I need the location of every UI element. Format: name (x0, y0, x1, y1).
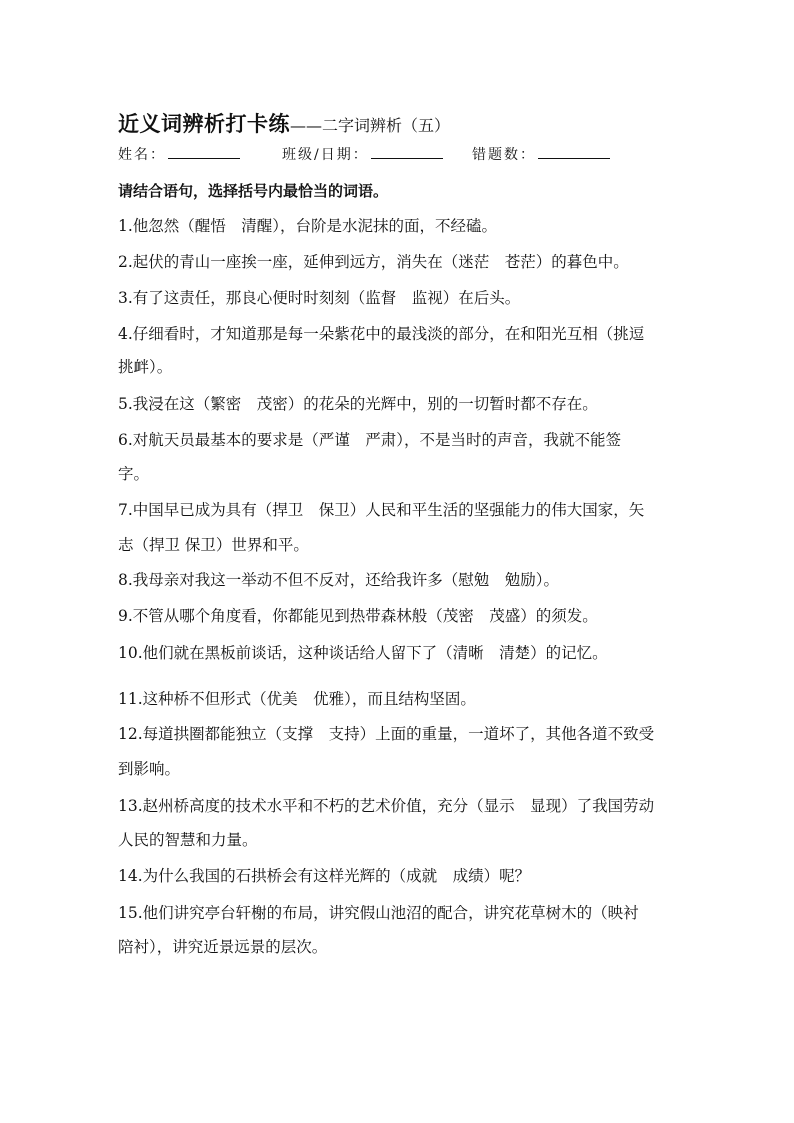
question-line: 9.不管从哪个角度看，你都能见到热带森林般（茂密 茂盛）的须发。 (118, 607, 598, 625)
errors-field (472, 144, 610, 164)
question-line: 4.仔细看时，才知道那是每一朵紫花中的最浅淡的部分，在和阳光互相（挑逗 (118, 325, 645, 343)
instruction: 请结合语句，选择括号内最恰当的词语。 (118, 182, 389, 200)
question-line: 14.为什么我国的石拱桥会有这样光辉的（成就 成绩）呢？ (118, 867, 531, 885)
errors-blank (538, 144, 610, 159)
question-line: 2.起伏的青山一座挨一座，延伸到远方，消失在（迷茫 苍茫）的暮色中。 (118, 253, 629, 271)
title-main: 近义词辨析打卡练 (118, 111, 290, 136)
class-date-label: 班级/日期： (282, 147, 369, 163)
errors-label: 错题数： (472, 147, 536, 163)
question-line-continued: 志（捍卫 保卫）世界和平。 (118, 536, 309, 554)
question-line-continued: 挑衅）。 (118, 358, 173, 376)
question-line-continued: 字。 (118, 465, 150, 483)
question-line-continued: 到影响。 (118, 760, 181, 778)
question-line: 6.对航天员最基本的要求是（严谨 严肃），不是当时的声音，我就不能签 (118, 431, 622, 449)
question-line: 8.我母亲对我这一举动不但不反对，还给我许多（慰勉 勉励）。 (118, 571, 560, 589)
question-line: 12.每道拱圈都能独立（支撑 支持）上面的重量，一道坏了，其他各道不致受 (118, 725, 655, 743)
question-line: 1.他忽然（醒悟 清醒），台阶是水泥抹的面，不经磕。 (118, 217, 498, 235)
question-line-continued: 陪衬），讲究近景远景的层次。 (118, 938, 328, 956)
question-line-continued: 人民的智慧和力量。 (118, 831, 258, 849)
title-subtitle: ——二字词辨析（五） (290, 116, 451, 135)
name-field (118, 144, 240, 164)
question-line: 10.他们就在黑板前谈话，这种谈话给人留下了（清晰 清楚）的记忆。 (118, 644, 608, 662)
class-date-field (282, 144, 443, 164)
question-line: 3.有了这责任，那良心便时时刻刻（监督 监视）在后头。 (118, 289, 521, 307)
question-line: 13.赵州桥高度的技术水平和不朽的艺术价值，充分（显示 显现）了我国劳动 (118, 797, 655, 815)
question-line: 5.我浸在这（繁密 茂密）的花朵的光辉中，别的一切暂时都不存在。 (118, 395, 598, 413)
name-blank (168, 144, 240, 159)
name-label: 姓名： (118, 147, 166, 163)
class-date-blank (371, 144, 443, 159)
question-line: 11.这种桥不但形式（优美 优雅），而且结构坚固。 (118, 690, 476, 708)
question-line: 7.中国早已成为具有（捍卫 保卫）人民和平生活的坚强能力的伟大国家，矢 (118, 501, 645, 519)
question-line: 15.他们讲究亭台轩榭的布局，讲究假山池沼的配合，讲究花草树木的（映衬 (118, 904, 639, 922)
worksheet-title (118, 108, 450, 138)
